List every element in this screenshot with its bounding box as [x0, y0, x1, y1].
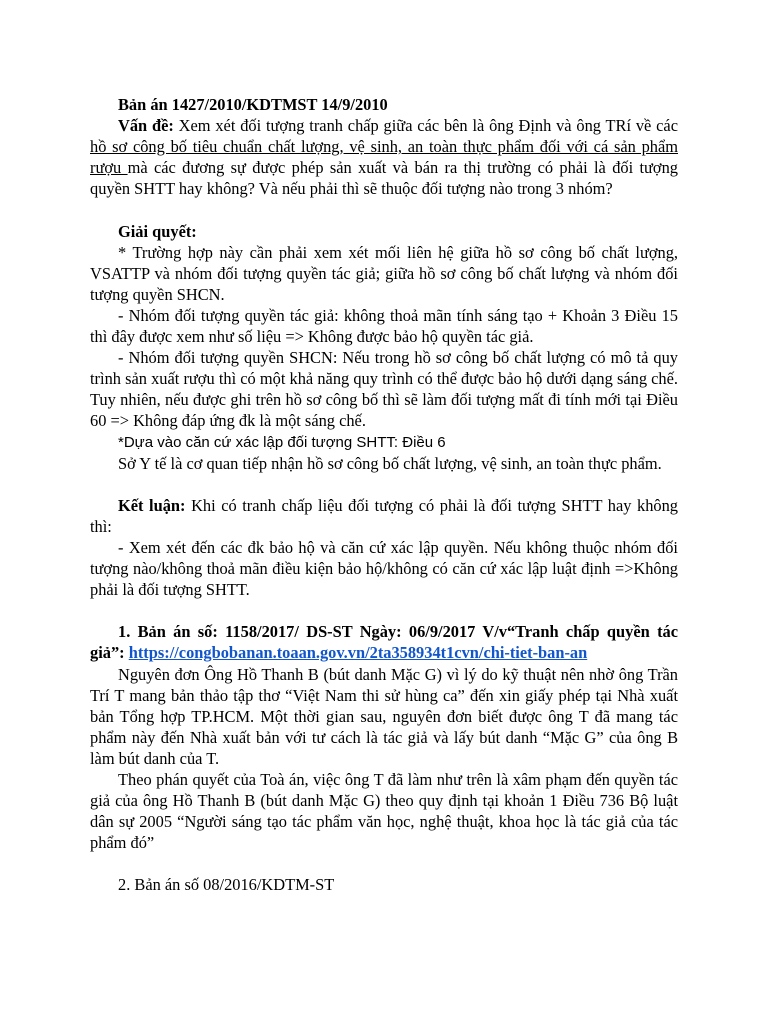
case-heading: 1. Bản án số: 1158/2017/ DS-ST Ngày: 06/9/2017 V/v“Tranh chấp quyền tác giả”: https://congbobanan.toaan.gov.vn/2ta358934t1cvn/chi-tiet-ban-an: [90, 622, 678, 663]
case-paragraph: Theo phán quyết của Toà án, việc ông T đã làm như trên là xâm phạm đến quyền tác giả của ông Hồ Thanh B (bút danh Mặc G) theo quy định tại khoản 1 Điều 736 Bộ luật dân sự 2005 “Người sáng tạo tác phẩm văn học, nghệ thuật, khoa học là tác giả của tác phẩm đó”: [90, 770, 678, 853]
judgment-heading: Bản án 1427/2010/KDTMST 14/9/2010: [118, 95, 388, 114]
issue-paragraph: Vấn đề: Xem xét đối tượng tranh chấp giữa các bên là ông Định và ông TRí về các hồ sơ công bố tiêu chuẩn chất lượng, vệ sinh, an toàn thực phẩm đối với cá sản phẩm rượu mà các đương sự được phép sản xuất và bán ra thị trường có phải là đối tượng quyền SHTT hay không? Và nếu phải thì sẽ thuộc đối tượng nào trong 3 nhóm?: [90, 116, 678, 199]
conclusion-paragraph: - Xem xét đến các đk bảo hộ và căn cứ xác lập quyền. Nếu không thuộc nhóm đối tượng nào/không thoả mãn điều kiện bảo hộ/không có căn cứ xác lập luật định =>Không phải là đối tượng SHTT.: [90, 537, 678, 600]
case-heading: 2. Bản án số 08/2016/KDTM-ST: [118, 875, 335, 895]
issue-label: Vấn đề:: [118, 116, 174, 136]
case-link[interactable]: https://congbobanan.toaan.gov.vn/2ta358934t1cvn/chi-tiet-ban-an: [128, 643, 588, 663]
resolution-paragraph: Sở Y tế là cơ quan tiếp nhận hồ sơ công bố chất lượng, vệ sinh, an toàn thực phẩm.: [118, 453, 662, 473]
resolution-heading: Giải quyết:: [118, 221, 197, 241]
underlined-phrase: hồ sơ công bố tiêu chuẩn chất lượng, vệ sinh, an toàn thực phẩm đối với cá sản phẩm rượu: [90, 137, 678, 178]
conclusion-label: Kết luận:: [118, 495, 186, 515]
conclusion-paragraph: Kết luận: Khi có tranh chấp liệu đối tượng có phải là đối tượng SHTT hay không thì:: [90, 495, 678, 536]
resolution-paragraph: - Nhóm đối tượng quyền tác giả: không thoả mãn tính sáng tạo + Khoản 3 Điều 15 thì đây được xem như số liệu => Không được bảo hộ quyền tác giả.: [90, 305, 678, 347]
resolution-paragraph: - Nhóm đối tượng quyền SHCN: Nếu trong hồ sơ công bố chất lượng có mô tả quy trình sản xuất rượu thì có một khả năng quy trình có thể được bảo hộ dưới dạng sáng chế. Tuy nhiên, nếu được ghi trên hồ sơ công bố thì sẽ làm đối tượng mất đi tính mới tại Điều 60 => Không đáp ứng đk là một sáng chế.: [90, 348, 678, 431]
resolution-paragraph: *Dựa vào căn cứ xác lập đối tượng SHTT: Điều 6: [118, 433, 446, 451]
resolution-paragraph: * Trường hợp này cần phải xem xét mối liên hệ giữa hồ sơ công bố chất lượng, VSATTP và nhóm đối tượng quyền tác giả; giữa hồ sơ công bố chất lượng và nhóm đối tượng quyền SHCN.: [90, 242, 678, 304]
case-paragraph: Nguyên đơn Ông Hồ Thanh B (bút danh Mặc G) vì lý do kỹ thuật nên nhờ ông Trần Trí T mang bản thảo tập thơ “Việt Nam thi sử hùng ca” đến xin giấy phép tại Nhà xuất bản Tổng hợp TP.HCM. Một thời gian sau, nguyên đơn biết được ông T đã mang tác phẩm này đến Nhà xuất bản với tư cách là tác giả và lấy bút danh “Mặc G” của ông B làm bút danh của T.: [90, 664, 678, 768]
